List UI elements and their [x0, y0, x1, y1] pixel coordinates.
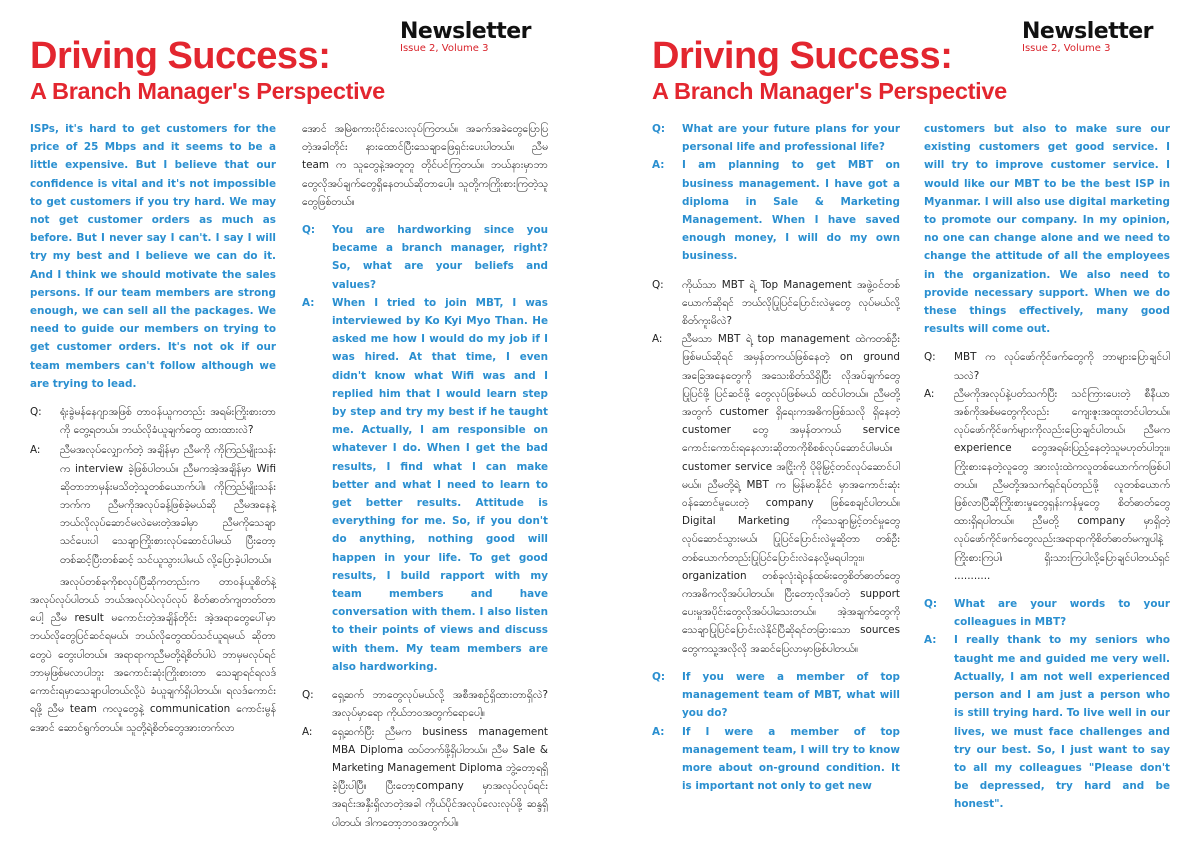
q-label: Q: [302, 224, 315, 237]
right-page [596, 0, 1191, 842]
q-text: MBT က လုပ်ဖော်ကိုင်ဖက်တွေကို ဘာများပြောချင်ပါသလဲ? [954, 351, 1170, 382]
intro-paragraph: ISPs, it's hard to get customers for the price of 25 Mbps and it seems to be a little expensive. But I believe that our confidence is vital and it's not impossible to get customers if you try hard. We may not get customer orders as much as before. But I never say I can't. I say I will try my best and I believe we can do it. And I think we should motivate the sales persons. If our team members are strong enough, we can sell all the packages. We need to guide our members on trying to get customer orders. It's not ok if our team members can't follow although we are trying to lead. [30, 123, 276, 390]
q-label: Q: [302, 689, 314, 702]
q-text: ရုံးခွဲမန်နေဂျာအဖြစ် တာဝန်ယူကတည်း အရမ်းကြိုးစားတာကို တွေ့ရတယ်။ ဘယ်လိုခံယူချက်တွေ ထားထားလဲ? [60, 406, 276, 437]
question-block [302, 221, 548, 294]
a-text: ရှေ့ဆက်ပြီး ညီမက business management MBA Diploma ထပ်တက်ဖို့ရှိပါတယ်။ ညီမ Sale & Marketing Management Diploma ဘွဲ့တော့ရရှိခဲ့ပြီးပါပြီ။ ပြီးတော့company မှာအလုပ်လုပ်ရင်း အရင်းအနှီးရှိလာတဲ့အခါ ကိုယ်ပိုင်အလုပ်လေးလုပ်ဖို့ ဆန္ဒရှိပါတယ်၊ ဒါကတော့ဘဝအတွက်ပါ။ [332, 725, 548, 829]
q-label: Q: [652, 123, 665, 135]
a-text: ညီမသာ MBT ရဲ့ top management ထဲကတစ်ဦးဖြစ်မယ်ဆိုရင် အမှန်တကယ်ဖြစ်နေတဲ့ on ground အခြေအနေတွေကို အသေးစိတ်သိရှိပြီး လိုအပ်ချက်တွေပြုပြင်ဖို့ ပြင်ဆင်ဖို့ တွေလုပ်ဖြစ်မယ် ထင်ပါတယ်။ ညီမတို့အတွက် customer ရှိရေးကအဓိကဖြစ်သလို ရှိနေတဲ့ customer တွေ အမှန်တကယ် service ကောင်းကောင်းရနေလားဆိုတာကိုစိစစ်လုပ်ဆောင်ပါမယ်။ customer service အငြိုးကို ပိုမိုမြှင့်တင်လုပ်ဆောင်ပါမယ်။ ညီမတို့ရဲ့ MBT က မြန်မာနိုင်ငံ မှာအကောင်းဆုံး ဝန်ဆောင်မှုပေးတဲ့ company ဖြစ်စေချင်ပါတယ်။ Digital Marketing ကိုသေချာမြှင့်တင်မှုတွေလုပ်ဆောင်သွားမယ်၊ ပြုပြင်ပြောင်းလဲမှုဆိုတာ တစ်ဦးတစ်ယောက်တည်းပြုပြင်ပြောင်းလဲနေလို့မရပါဘူး။ organization တစ်ခုလုံးရဲ့ဝန်ထမ်းတွေစိတ်ဓာတ်တွေ ကအဓိကလိုအပ်ပါတယ်။ ပြီးတော့လိုအပ်တဲ့ support ပေးမှုအပိုင်းတွေလိုအပ်ပါသေးတယ်။ အဲ့အချက်တွေကိုသေချာပြုပြင်ပြောင်းလဲနိုင်ပြီဆိုရင်တခြားသော sources တွေကသူ့အလိုလို အဆင်ပြေလာမှာဖြစ်ပါတယ်။ [682, 333, 900, 655]
newsletter-wordmark: Newsletter [400, 19, 532, 44]
page-subtitle: A Branch Manager's Perspective [30, 78, 385, 104]
answer-block [30, 441, 276, 568]
q-text: You are hardworking since you became a branch manager, right? So, what are your beliefs and values? [332, 224, 548, 291]
a-text: When I tried to join MBT, I was interviewed by Ko Kyi Myo Than. He asked me how I would do my job if I was hired. At that time, I even didn't know what Wifi was and I replied him that I would learn step by step and try my best if he taught me. Actually, I am responsible on whatever I do. When I get the bad results, I find what I can make better and what I need to learn to get better results. Attitude is everything for me. So, if you don't do anything, nothing good will happen in your life. To get good results, I build rapport with my team members and have conversation with them. I also listen to their points of views and discuss with them. My team members are also hardworking. [332, 296, 548, 673]
question-block [302, 686, 548, 722]
newsletter-wordmark: Newsletter [1022, 19, 1154, 44]
q-text: What are your words to your colleagues in MBT? [954, 598, 1170, 629]
question-block [924, 595, 1170, 631]
answer-block [302, 294, 548, 676]
question-block [924, 348, 1170, 384]
continued-paragraph: အောင် အမြဲစကားပိုင်းလေးလုပ်ကြတယ်။ အခက်အခဲတွေပြောပြတဲ့အခါတိုင်း နားထောင်ပြီးသေချာဖြေရှင်းပေးပါတယ်။ ညီမ team က သူတွေနဲ့အတူတူ တိုင်ပင်ကြတယ်။ ဘယ်နားမှာဘာတွေလိုအပ်ချက်တွေရှိနေတယ်ဆိုတာပေါ့။ သူတို့ကကြိုးစားကြတဲ့သူတွေဖြစ်တယ်။ [302, 123, 548, 208]
answer-block [302, 723, 548, 832]
answer-block [924, 385, 1170, 585]
continued-paragraph: customers but also to make sure our existing customers get good service. I will try to improve customer service. I would like our MBT to be the best ISP in Myanmar. I will also use digital marketing to promote our company. In my opinion, no one can change alone and we need to change the attitude of all the employees in the organization. We also need to provide necessary support. When we do these things effectively, many good results will come out. [924, 123, 1170, 336]
issue-label: Issue 2, Volume 3 [400, 43, 489, 54]
a-label: A: [652, 333, 663, 346]
question-block [30, 403, 276, 439]
page-title: Driving Success: [652, 35, 953, 77]
a-label: A: [302, 725, 313, 738]
a-label: A: [924, 387, 935, 400]
a-text: I really thank to my seniors who taught me and guided me very well. Actually, I am not well experienced person and I am just a person who is still trying hard. To live well in our lives, we must face challenges and try our best. So, I just want to say to all my colleagues "Please don't be depressed, try hard and be honest". [954, 634, 1170, 811]
answer-block [652, 723, 900, 796]
answer-block [652, 330, 900, 658]
newsletter-masthead [400, 20, 540, 55]
q-text: ရှေ့ဆက် ဘာတွေလုပ်မယ်လို့ အစီအစဉ်ရှိထားတာရှိလဲ? အလုပ်မှာရော ကိုယ်ဘဝအတွက်ရောပေါ့။ [332, 689, 548, 720]
q-text: What are your future plans for your personal life and professional life? [682, 123, 900, 154]
question-block [652, 668, 900, 723]
a-label: A: [302, 296, 315, 309]
q-text: ကိုယ်သာ MBT ရဲ့ Top Management အဖွဲ့ဝင်တစ်ယောက်ဆိုရင် ဘယ်လိုပြုပြင်ပြောင်းလဲမှုတွေ လုပ်မယ်လို့ စိတ်ကူးမိလဲ? [682, 278, 900, 328]
left-page [0, 0, 595, 842]
left-column-1 [30, 120, 276, 747]
newsletter-masthead [1022, 20, 1162, 55]
a-text: If I were a member of top management team, I will try to know more about on-ground condition. It is important not only to get new [682, 725, 900, 793]
page-subtitle: A Branch Manager's Perspective [652, 78, 1007, 104]
page-title: Driving Success: [30, 35, 331, 77]
question-block [652, 120, 900, 156]
question-block [652, 276, 900, 331]
right-column-1 [652, 120, 900, 795]
q-label: Q: [924, 598, 937, 611]
q-label: Q: [652, 278, 664, 291]
right-column-2 [924, 120, 1170, 814]
a-label: A: [652, 725, 665, 738]
q-label: Q: [30, 406, 42, 419]
q-text: If you were a member of top management team of MBT, what will you do? [682, 670, 900, 720]
answer-paragraph: အလုပ်တစ်ခုကိုစလုပ်ပြီဆိုကတည်းက တာဝန်ယူစိတ်နဲ့အလုပ်လုပ်ပါတယ် ဘယ်အလုပ်ပဲလုပ်လုပ် စိတ်ဓာတ်ကျတတ်တာပေါ့ ညီမ result မကောင်းတဲ့အချိန်တိုင်း အဲ့အရာတွေပေါ်မှာဘယ်လိုတွေပြင်ဆင်ရမယ်၊ ဘယ်လိုတွေထပ်သင်ယူရမယ် ဆိုတာတွေပဲ တွေးပါတယ်။ အရာရာကညီမတို့ရဲ့စိတ်ပါပဲ ဘာမှမလုပ်ရင်ဘာမှဖြစ်မလာပါဘူး အကောင်းဆုံးကြိုးစားတာ သေချာရင်ရလဒ်ကောင်းရမှာသေချာပါတယ်လို့ပဲ ခံယူချက်ရှိပါတယ်။ ရလဒ်ကောင်းရဖို့ ညီမ team ကလူတွေနဲ့ communication ကောင်းမွန်အောင် ဆောင်ရွက်တယ်။ သူတို့ရဲ့စိတ်တွေအားတက်လာ [30, 575, 276, 734]
answer-block [924, 631, 1170, 813]
a-label: A: [30, 444, 41, 457]
issue-label: Issue 2, Volume 3 [1022, 43, 1111, 54]
a-label: A: [924, 634, 937, 647]
a-text: I am planning to get MBT on business management. I have got a diploma in Sale & Marketing Management. When I have saved enough money, I will do my own business. [682, 159, 900, 263]
answer-block [652, 156, 900, 265]
q-label: Q: [652, 670, 665, 683]
q-label: Q: [924, 351, 936, 364]
a-text: ညီမအလုပ်လျှောက်တဲ့ အချိန်မှာ ညီမကို ကိုကြည်မျိုးသန်းက interview ခဲ့ဖြစ်ပါတယ်။ ညီမကအဲ့အချိန်မှာ Wifi ဆိုတာဘာမှန်းမသိတဲ့သူတစ်ယောက်ပါ။ ကိုကြည်မျိုးသန်းဘက်က ညီမကိုအလုပ်ခန့်ဖြစ်ခဲ့မယ်ဆို ညီမအနေနဲ့ဘယ်လိုလုပ်ဆောင်မလဲမေးတဲ့အခါမှာ ညီမကိုသေချာသင်ပေးပါ သေချာကြိုးစားလုပ်ဆောင်ပါမယ် ပြီးတော့ တစ်ဆင့်ပြီးတစ်ဆင့် သင်ယူသွားပါမယ် လို့ပြောခဲ့ပါတယ်။ [60, 444, 276, 566]
left-column-2 [302, 120, 548, 832]
a-label: A: [652, 159, 665, 172]
a-text: ညီမကိုအလုပ်နဲ့ပတ်သက်ပြီး သင်ကြားပေးတဲ့ စီနီယာအစ်ကိုအစ်မတွေကိုလည်း ကျေးဇူးအထူးတင်ပါတယ်။ လုပ်ဖော်ကိုင်ဖက်များကိုလည်းပြောချင်ပါတယ်၊ ညီမက experience တွေအရမ်းပြည့်နေတဲ့သူမဟုတ်ပါဘူး။ ကြိုးစားနေတဲ့လူတွေ အားလုံးထဲကလူတစ်ယောက်ကဖြစ်ပါတယ်။ ညီမတို့အသက်ရှင်ရပ်တည်ဖို့ လူတစ်ယောက်ဖြစ်လာပြီဆိုကြိုးစားမှုတွေရှန်းကန်မှုတွေ စိတ်ဓာတ်တွေ ထားရှိရပါတယ်။ ညီမတို့ company မှာရှိတဲ့လုပ်ဖော်ကိုင်ဖက်တွေလည်းအရာရာကိုစိတ်ဓာတ်မကျပါနဲ့ကြိုးစားကြပါ၊ ရှိးသားကြပါလို့ပြောချင်ပါတယ်ရှင် ........... [954, 387, 1170, 582]
